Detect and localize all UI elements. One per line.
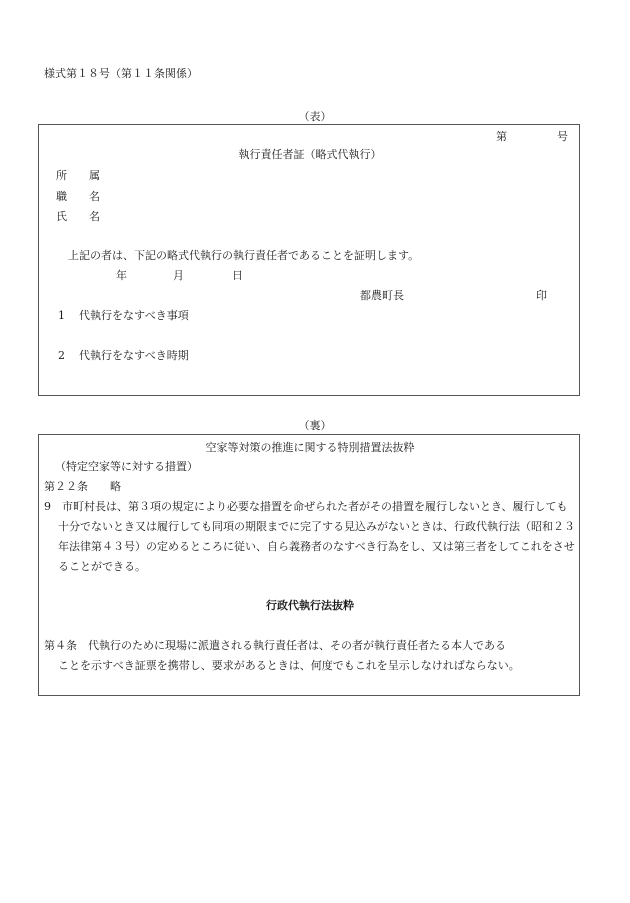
form-label: 様式第１８号（第１１条関係）	[44, 67, 198, 80]
para9-line-3: 年法律第４３号）の定めるところに従い、自ら義務者のなすべき行為をし、又は第三者をしてこれをさせ	[58, 540, 575, 553]
article-4-line-1: 第４条 代執行のために現場に派遣される執行責任者は、その者が執行責任者たる本人である	[44, 639, 506, 652]
front-side-label: （表）	[298, 110, 332, 123]
article-4-line-2: ことを示すべき証票を携帯し、要求があるときは、何度でもこれを呈示しなければならない。	[58, 659, 520, 672]
date-month: 月	[173, 269, 184, 282]
date-year: 年	[116, 269, 127, 282]
issuer-title: 都農町長	[360, 289, 404, 302]
date-day: 日	[232, 269, 243, 282]
article-22: 第２２条 略	[44, 480, 121, 493]
document-number-suffix: 号	[557, 130, 568, 143]
seal-mark: 印	[536, 289, 547, 302]
item-2-text: 代執行をなすべき時期	[79, 349, 189, 362]
back-title: 空家等対策の推進に関する特別措置法抜粋	[205, 441, 415, 454]
back-card	[38, 434, 580, 696]
item-1-text: 代執行をなすべき事項	[79, 309, 189, 322]
field-affiliation: 所 属	[56, 169, 100, 182]
para9-line-4: ることができる。	[58, 560, 146, 573]
para9-line-2: 十分でないとき又は履行しても同項の期限までに完了する見込みがないときは、行政代執行法（昭和２３	[58, 520, 575, 533]
front-title: 執行責任者証（略式代執行）	[238, 148, 382, 161]
front-card	[38, 124, 580, 396]
field-name: 氏 名	[56, 210, 100, 223]
para9-line-1: 9 市町村長は、第３項の規定により必要な措置を命ぜられた者がその措置を履行しないとき、履行しても	[44, 500, 568, 513]
back-caption: （特定空家等に対する措置）	[55, 460, 198, 473]
document-number-label: 第	[496, 130, 507, 143]
back-side-label: （裏）	[298, 419, 332, 432]
certification-text: 上記の者は、下記の略式代執行の執行責任者であることを証明します。	[68, 249, 420, 262]
field-position: 職 名	[56, 190, 100, 203]
item-2-number: 2	[58, 349, 65, 362]
item-1-number: 1	[58, 309, 65, 322]
back-subtitle: 行政代執行法抜粋	[266, 599, 354, 612]
